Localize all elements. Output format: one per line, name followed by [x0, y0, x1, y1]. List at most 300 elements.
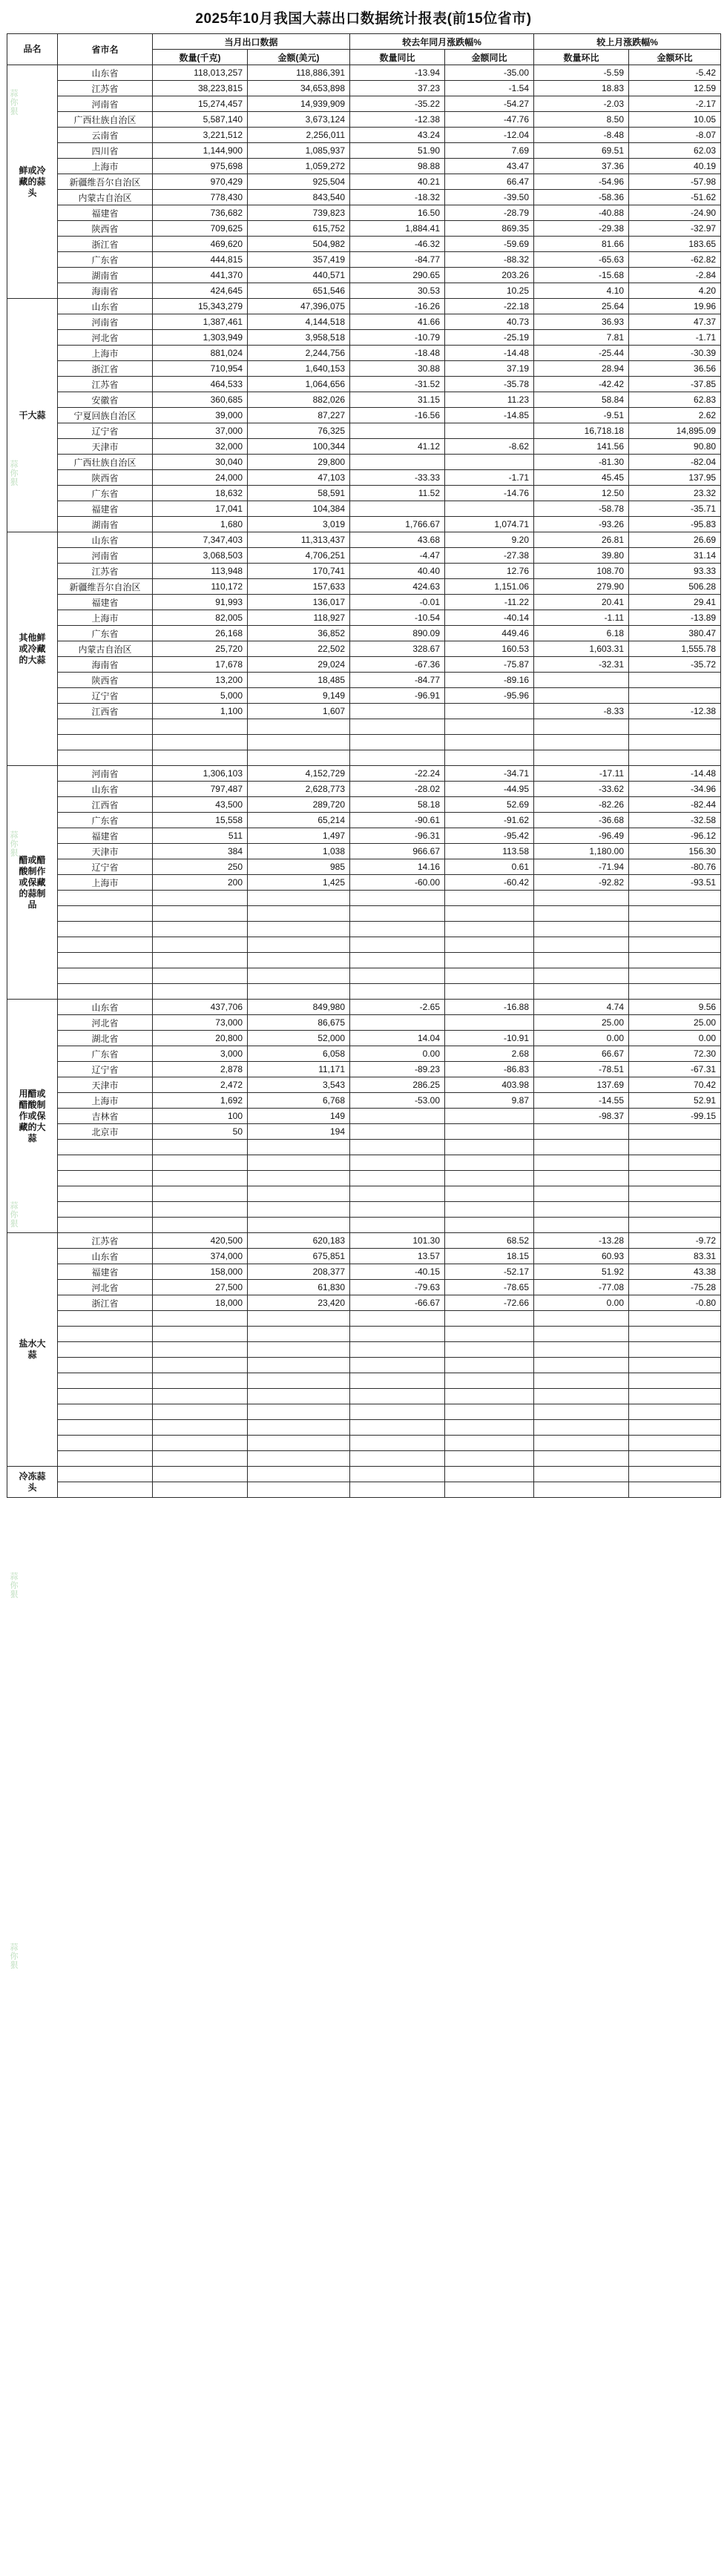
amount-mom-cell — [629, 1436, 721, 1451]
table-row — [7, 875, 721, 891]
amount-cell: 3,673,124 — [248, 112, 350, 128]
quantity-yoy-cell — [350, 1327, 445, 1342]
amount-mom-cell: -2.17 — [629, 96, 721, 112]
province-cell: 湖南省 — [58, 517, 153, 532]
amount-cell: 651,546 — [248, 283, 350, 299]
amount-cell: 985 — [248, 859, 350, 875]
amount-mom-cell: 83.31 — [629, 1249, 721, 1264]
quantity-cell: 26,168 — [153, 626, 248, 641]
table-row — [7, 143, 721, 159]
province-cell: 陕西省 — [58, 221, 153, 237]
quantity-yoy-cell: -10.79 — [350, 330, 445, 346]
amount-mom-cell: 62.83 — [629, 392, 721, 408]
quantity-mom-cell — [534, 1140, 629, 1155]
amount-yoy-cell — [445, 501, 534, 517]
amount-cell — [248, 1140, 350, 1155]
amount-cell: 2,244,756 — [248, 346, 350, 361]
quantity-mom-cell: -54.96 — [534, 174, 629, 190]
quantity-mom-cell: -5.59 — [534, 65, 629, 81]
quantity-yoy-cell — [350, 501, 445, 517]
amount-mom-cell: 506.28 — [629, 579, 721, 595]
province-cell: 广东省 — [58, 813, 153, 828]
table-row — [7, 626, 721, 641]
table-row — [7, 1000, 721, 1015]
quantity-yoy-cell — [350, 937, 445, 953]
amount-cell: 194 — [248, 1124, 350, 1140]
quantity-cell: 15,558 — [153, 813, 248, 828]
province-cell — [58, 1389, 153, 1404]
quantity-yoy-cell: -84.77 — [350, 252, 445, 268]
quantity-cell: 17,041 — [153, 501, 248, 517]
quantity-mom-cell: 137.69 — [534, 1077, 629, 1093]
quantity-yoy-cell: -16.26 — [350, 299, 445, 314]
quantity-cell: 374,000 — [153, 1249, 248, 1264]
quantity-yoy-cell — [350, 1436, 445, 1451]
table-row — [7, 65, 721, 81]
col-group-mom: 较上月涨跌幅% — [534, 34, 721, 50]
amount-yoy-cell — [445, 1109, 534, 1124]
table-row — [7, 361, 721, 377]
quantity-cell: 73,000 — [153, 1015, 248, 1031]
category-cell: 鲜或冷 藏的蒜 头 — [7, 65, 58, 299]
province-cell: 广东省 — [58, 626, 153, 641]
amount-yoy-cell: -14.48 — [445, 346, 534, 361]
quantity-yoy-cell: -40.15 — [350, 1264, 445, 1280]
quantity-yoy-cell: -46.32 — [350, 237, 445, 252]
col-header-amount-yoy: 金额同比 — [445, 50, 534, 65]
quantity-yoy-cell: 43.68 — [350, 532, 445, 548]
province-cell: 云南省 — [58, 128, 153, 143]
amount-cell: 118,927 — [248, 610, 350, 626]
quantity-mom-cell — [534, 968, 629, 984]
quantity-yoy-cell — [350, 750, 445, 766]
table-row — [7, 735, 721, 750]
province-cell: 福建省 — [58, 828, 153, 844]
col-header-amount: 金额(美元) — [248, 50, 350, 65]
table-row — [7, 283, 721, 299]
quantity-mom-cell — [534, 1389, 629, 1404]
amount-mom-cell: 14,895.09 — [629, 423, 721, 439]
header-row-groups — [7, 34, 721, 50]
quantity-mom-cell: 8.50 — [534, 112, 629, 128]
watermark-text: 蒜你狠 — [9, 460, 18, 486]
amount-cell — [248, 922, 350, 937]
amount-cell: 23,420 — [248, 1295, 350, 1311]
quantity-cell: 20,800 — [153, 1031, 248, 1046]
province-cell: 新疆维吾尔自治区 — [58, 174, 153, 190]
amount-cell: 849,980 — [248, 1000, 350, 1015]
quantity-yoy-cell: -84.77 — [350, 673, 445, 688]
quantity-yoy-cell: -60.00 — [350, 875, 445, 891]
province-cell — [58, 1420, 153, 1436]
quantity-yoy-cell: -2.65 — [350, 1000, 445, 1015]
quantity-cell: 469,620 — [153, 237, 248, 252]
table-row — [7, 641, 721, 657]
amount-yoy-cell — [445, 1342, 534, 1358]
quantity-yoy-cell — [350, 1015, 445, 1031]
quantity-mom-cell: -15.68 — [534, 268, 629, 283]
amount-yoy-cell — [445, 953, 534, 968]
quantity-yoy-cell — [350, 1140, 445, 1155]
quantity-mom-cell: -17.11 — [534, 766, 629, 782]
quantity-yoy-cell: -33.33 — [350, 470, 445, 486]
quantity-yoy-cell — [350, 1482, 445, 1498]
amount-mom-cell: 93.33 — [629, 564, 721, 579]
quantity-mom-cell: -93.26 — [534, 517, 629, 532]
province-cell — [58, 750, 153, 766]
quantity-mom-cell: 25.00 — [534, 1015, 629, 1031]
province-cell: 辽宁省 — [58, 859, 153, 875]
table-row — [7, 486, 721, 501]
amount-mom-cell: -32.58 — [629, 813, 721, 828]
amount-yoy-cell — [445, 1327, 534, 1342]
quantity-yoy-cell — [350, 1467, 445, 1482]
province-cell: 湖北省 — [58, 1031, 153, 1046]
amount-cell — [248, 1327, 350, 1342]
amount-mom-cell — [629, 1186, 721, 1202]
quantity-yoy-cell: -22.24 — [350, 766, 445, 782]
quantity-mom-cell: -25.44 — [534, 346, 629, 361]
amount-yoy-cell: 37.19 — [445, 361, 534, 377]
province-cell: 河南省 — [58, 96, 153, 112]
quantity-mom-cell: -77.08 — [534, 1280, 629, 1295]
province-cell: 江苏省 — [58, 1233, 153, 1249]
quantity-mom-cell: 39.80 — [534, 548, 629, 564]
province-cell: 海南省 — [58, 283, 153, 299]
amount-yoy-cell: -11.22 — [445, 595, 534, 610]
amount-yoy-cell: -47.76 — [445, 112, 534, 128]
quantity-cell: 710,954 — [153, 361, 248, 377]
watermark-text: 蒜你狠 — [9, 1572, 18, 1599]
amount-mom-cell: 31.14 — [629, 548, 721, 564]
quantity-cell — [153, 968, 248, 984]
quantity-cell: 37,000 — [153, 423, 248, 439]
table-row — [7, 1171, 721, 1186]
table-row — [7, 844, 721, 859]
col-header-quantity: 数量(千克) — [153, 50, 248, 65]
province-cell: 内蒙古自治区 — [58, 641, 153, 657]
province-cell: 辽宁省 — [58, 688, 153, 704]
amount-yoy-cell — [445, 1218, 534, 1233]
amount-cell: 47,396,075 — [248, 299, 350, 314]
amount-cell: 1,640,153 — [248, 361, 350, 377]
amount-mom-cell — [629, 1342, 721, 1358]
quantity-cell — [153, 1140, 248, 1155]
amount-cell: 11,313,437 — [248, 532, 350, 548]
quantity-cell: 975,698 — [153, 159, 248, 174]
table-row — [7, 532, 721, 548]
amount-yoy-cell: -14.85 — [445, 408, 534, 423]
quantity-cell: 424,645 — [153, 283, 248, 299]
quantity-yoy-cell — [350, 953, 445, 968]
amount-mom-cell: -12.38 — [629, 704, 721, 719]
province-cell — [58, 1342, 153, 1358]
province-cell — [58, 1482, 153, 1498]
amount-cell — [248, 968, 350, 984]
amount-cell — [248, 1467, 350, 1482]
amount-yoy-cell: -16.88 — [445, 1000, 534, 1015]
quantity-cell — [153, 937, 248, 953]
amount-yoy-cell — [445, 455, 534, 470]
table-row — [7, 1327, 721, 1342]
province-cell: 辽宁省 — [58, 1062, 153, 1077]
quantity-cell: 110,172 — [153, 579, 248, 595]
quantity-mom-cell: 1,603.31 — [534, 641, 629, 657]
category-cell: 用醋或 醋酸制 作或保 藏的大 蒜 — [7, 1000, 58, 1233]
amount-mom-cell: -13.89 — [629, 610, 721, 626]
province-cell: 山东省 — [58, 299, 153, 314]
amount-mom-cell: 40.19 — [629, 159, 721, 174]
table-row — [7, 455, 721, 470]
amount-mom-cell — [629, 1124, 721, 1140]
province-cell: 山东省 — [58, 782, 153, 797]
quantity-mom-cell: 6.18 — [534, 626, 629, 641]
quantity-mom-cell — [534, 1436, 629, 1451]
quantity-yoy-cell: -18.32 — [350, 190, 445, 205]
amount-yoy-cell — [445, 423, 534, 439]
amount-mom-cell: -14.48 — [629, 766, 721, 782]
table-row — [7, 1342, 721, 1358]
table-row — [7, 1031, 721, 1046]
quantity-cell: 24,000 — [153, 470, 248, 486]
quantity-mom-cell: 141.56 — [534, 439, 629, 455]
amount-cell: 620,183 — [248, 1233, 350, 1249]
quantity-yoy-cell: 40.21 — [350, 174, 445, 190]
amount-mom-cell: 137.95 — [629, 470, 721, 486]
col-header-quantity-mom: 数量环比 — [534, 50, 629, 65]
amount-mom-cell: 156.30 — [629, 844, 721, 859]
province-cell: 河南省 — [58, 314, 153, 330]
quantity-yoy-cell: -89.23 — [350, 1062, 445, 1077]
quantity-cell: 778,430 — [153, 190, 248, 205]
quantity-mom-cell: 18.83 — [534, 81, 629, 96]
quantity-mom-cell: -8.33 — [534, 704, 629, 719]
quantity-yoy-cell: 41.12 — [350, 439, 445, 455]
quantity-mom-cell — [534, 1467, 629, 1482]
amount-mom-cell: 1,555.78 — [629, 641, 721, 657]
quantity-cell: 5,587,140 — [153, 112, 248, 128]
quantity-cell: 511 — [153, 828, 248, 844]
amount-mom-cell: 43.38 — [629, 1264, 721, 1280]
table-row — [7, 1077, 721, 1093]
amount-mom-cell: -24.90 — [629, 205, 721, 221]
province-cell — [58, 1467, 153, 1482]
table-row — [7, 1233, 721, 1249]
quantity-mom-cell: 279.90 — [534, 579, 629, 595]
amount-cell: 1,064,656 — [248, 377, 350, 392]
amount-mom-cell: 25.00 — [629, 1015, 721, 1031]
amount-mom-cell: 70.42 — [629, 1077, 721, 1093]
quantity-yoy-cell — [350, 891, 445, 906]
quantity-yoy-cell: 31.15 — [350, 392, 445, 408]
quantity-yoy-cell — [350, 704, 445, 719]
amount-yoy-cell: 1,074.71 — [445, 517, 534, 532]
amount-cell: 3,019 — [248, 517, 350, 532]
quantity-yoy-cell: 966.67 — [350, 844, 445, 859]
province-cell: 新疆维吾尔自治区 — [58, 579, 153, 595]
quantity-yoy-cell: 290.65 — [350, 268, 445, 283]
quantity-cell: 15,343,279 — [153, 299, 248, 314]
quantity-cell: 1,680 — [153, 517, 248, 532]
amount-yoy-cell — [445, 922, 534, 937]
amount-cell: 61,830 — [248, 1280, 350, 1295]
table-row — [7, 766, 721, 782]
amount-mom-cell — [629, 1467, 721, 1482]
amount-mom-cell: 47.37 — [629, 314, 721, 330]
amount-cell: 615,752 — [248, 221, 350, 237]
amount-yoy-cell: 12.76 — [445, 564, 534, 579]
quantity-cell: 5,000 — [153, 688, 248, 704]
watermark-text: 蒜你狠 — [9, 1943, 18, 1969]
quantity-yoy-cell — [350, 735, 445, 750]
amount-yoy-cell — [445, 891, 534, 906]
quantity-cell — [153, 1171, 248, 1186]
amount-yoy-cell: 68.52 — [445, 1233, 534, 1249]
quantity-cell: 3,221,512 — [153, 128, 248, 143]
amount-cell — [248, 735, 350, 750]
quantity-mom-cell: 0.00 — [534, 1031, 629, 1046]
amount-yoy-cell: -95.42 — [445, 828, 534, 844]
amount-mom-cell — [629, 1311, 721, 1327]
amount-yoy-cell: 66.47 — [445, 174, 534, 190]
quantity-yoy-cell: 286.25 — [350, 1077, 445, 1093]
table-row — [7, 1295, 721, 1311]
amount-yoy-cell: -44.95 — [445, 782, 534, 797]
col-header-amount-mom: 金额环比 — [629, 50, 721, 65]
quantity-yoy-cell: 51.90 — [350, 143, 445, 159]
quantity-mom-cell — [534, 719, 629, 735]
quantity-mom-cell: 12.50 — [534, 486, 629, 501]
quantity-yoy-cell: -66.67 — [350, 1295, 445, 1311]
quantity-yoy-cell — [350, 984, 445, 1000]
province-cell: 江苏省 — [58, 81, 153, 96]
province-cell: 福建省 — [58, 501, 153, 517]
amount-mom-cell: 2.62 — [629, 408, 721, 423]
amount-cell: 157,633 — [248, 579, 350, 595]
amount-yoy-cell: -60.42 — [445, 875, 534, 891]
quantity-yoy-cell: -18.48 — [350, 346, 445, 361]
province-cell: 浙江省 — [58, 361, 153, 377]
category-cell: 盐水大 蒜 — [7, 1233, 58, 1467]
quantity-cell: 82,005 — [153, 610, 248, 626]
table-row — [7, 1467, 721, 1482]
province-cell — [58, 1140, 153, 1155]
quantity-yoy-cell: -0.01 — [350, 595, 445, 610]
quantity-cell: 200 — [153, 875, 248, 891]
quantity-mom-cell: 4.74 — [534, 1000, 629, 1015]
table-row — [7, 159, 721, 174]
amount-mom-cell — [629, 1202, 721, 1218]
category-cell: 醋或醋 酸制作 或保藏 的蒜制 品 — [7, 766, 58, 1000]
amount-mom-cell: -75.28 — [629, 1280, 721, 1295]
quantity-mom-cell: -14.55 — [534, 1093, 629, 1109]
quantity-yoy-cell: 11.52 — [350, 486, 445, 501]
table-row — [7, 1046, 721, 1062]
amount-cell: 65,214 — [248, 813, 350, 828]
amount-cell: 4,706,251 — [248, 548, 350, 564]
quantity-mom-cell: -33.62 — [534, 782, 629, 797]
province-cell: 上海市 — [58, 159, 153, 174]
province-cell — [58, 1186, 153, 1202]
province-cell: 陕西省 — [58, 470, 153, 486]
quantity-cell — [153, 1327, 248, 1342]
table-row — [7, 408, 721, 423]
table-row — [7, 1311, 721, 1327]
amount-yoy-cell: 10.25 — [445, 283, 534, 299]
amount-mom-cell — [629, 735, 721, 750]
amount-mom-cell — [629, 1404, 721, 1420]
quantity-yoy-cell: 424.63 — [350, 579, 445, 595]
table-row — [7, 673, 721, 688]
amount-mom-cell — [629, 1218, 721, 1233]
amount-cell — [248, 1155, 350, 1171]
quantity-mom-cell: 36.93 — [534, 314, 629, 330]
quantity-cell — [153, 1404, 248, 1420]
amount-mom-cell: 62.03 — [629, 143, 721, 159]
amount-mom-cell — [629, 1327, 721, 1342]
quantity-yoy-cell: -53.00 — [350, 1093, 445, 1109]
province-cell — [58, 1155, 153, 1171]
amount-yoy-cell — [445, 937, 534, 953]
quantity-cell: 881,024 — [153, 346, 248, 361]
quantity-yoy-cell: 14.04 — [350, 1031, 445, 1046]
quantity-mom-cell: -92.82 — [534, 875, 629, 891]
table-row — [7, 517, 721, 532]
amount-mom-cell — [629, 688, 721, 704]
province-cell — [58, 719, 153, 735]
province-cell: 广东省 — [58, 1046, 153, 1062]
quantity-yoy-cell — [350, 968, 445, 984]
quantity-yoy-cell — [350, 906, 445, 922]
quantity-cell: 441,370 — [153, 268, 248, 283]
amount-mom-cell — [629, 1420, 721, 1436]
amount-cell: 76,325 — [248, 423, 350, 439]
quantity-yoy-cell — [350, 1420, 445, 1436]
quantity-cell: 1,387,461 — [153, 314, 248, 330]
table-row — [7, 564, 721, 579]
amount-cell: 675,851 — [248, 1249, 350, 1264]
quantity-cell: 32,000 — [153, 439, 248, 455]
quantity-cell: 30,040 — [153, 455, 248, 470]
table-row — [7, 1140, 721, 1155]
amount-yoy-cell: -25.19 — [445, 330, 534, 346]
amount-mom-cell — [629, 673, 721, 688]
quantity-yoy-cell: 16.50 — [350, 205, 445, 221]
amount-yoy-cell: 52.69 — [445, 797, 534, 813]
amount-mom-cell: 29.41 — [629, 595, 721, 610]
amount-cell: 925,504 — [248, 174, 350, 190]
amount-mom-cell: -95.83 — [629, 517, 721, 532]
quantity-cell: 797,487 — [153, 782, 248, 797]
quantity-yoy-cell: -90.61 — [350, 813, 445, 828]
quantity-yoy-cell: 37.23 — [350, 81, 445, 96]
amount-yoy-cell: -52.17 — [445, 1264, 534, 1280]
quantity-yoy-cell — [350, 455, 445, 470]
quantity-mom-cell — [534, 673, 629, 688]
quantity-yoy-cell: 0.00 — [350, 1046, 445, 1062]
amount-yoy-cell — [445, 1015, 534, 1031]
quantity-yoy-cell: 98.88 — [350, 159, 445, 174]
quantity-mom-cell: -58.78 — [534, 501, 629, 517]
amount-mom-cell: 183.65 — [629, 237, 721, 252]
quantity-mom-cell: -40.88 — [534, 205, 629, 221]
quantity-cell: 91,993 — [153, 595, 248, 610]
quantity-yoy-cell: 328.67 — [350, 641, 445, 657]
quantity-mom-cell — [534, 984, 629, 1000]
amount-cell: 208,377 — [248, 1264, 350, 1280]
watermark-text: 蒜你狠 — [9, 830, 18, 857]
amount-cell: 100,344 — [248, 439, 350, 455]
